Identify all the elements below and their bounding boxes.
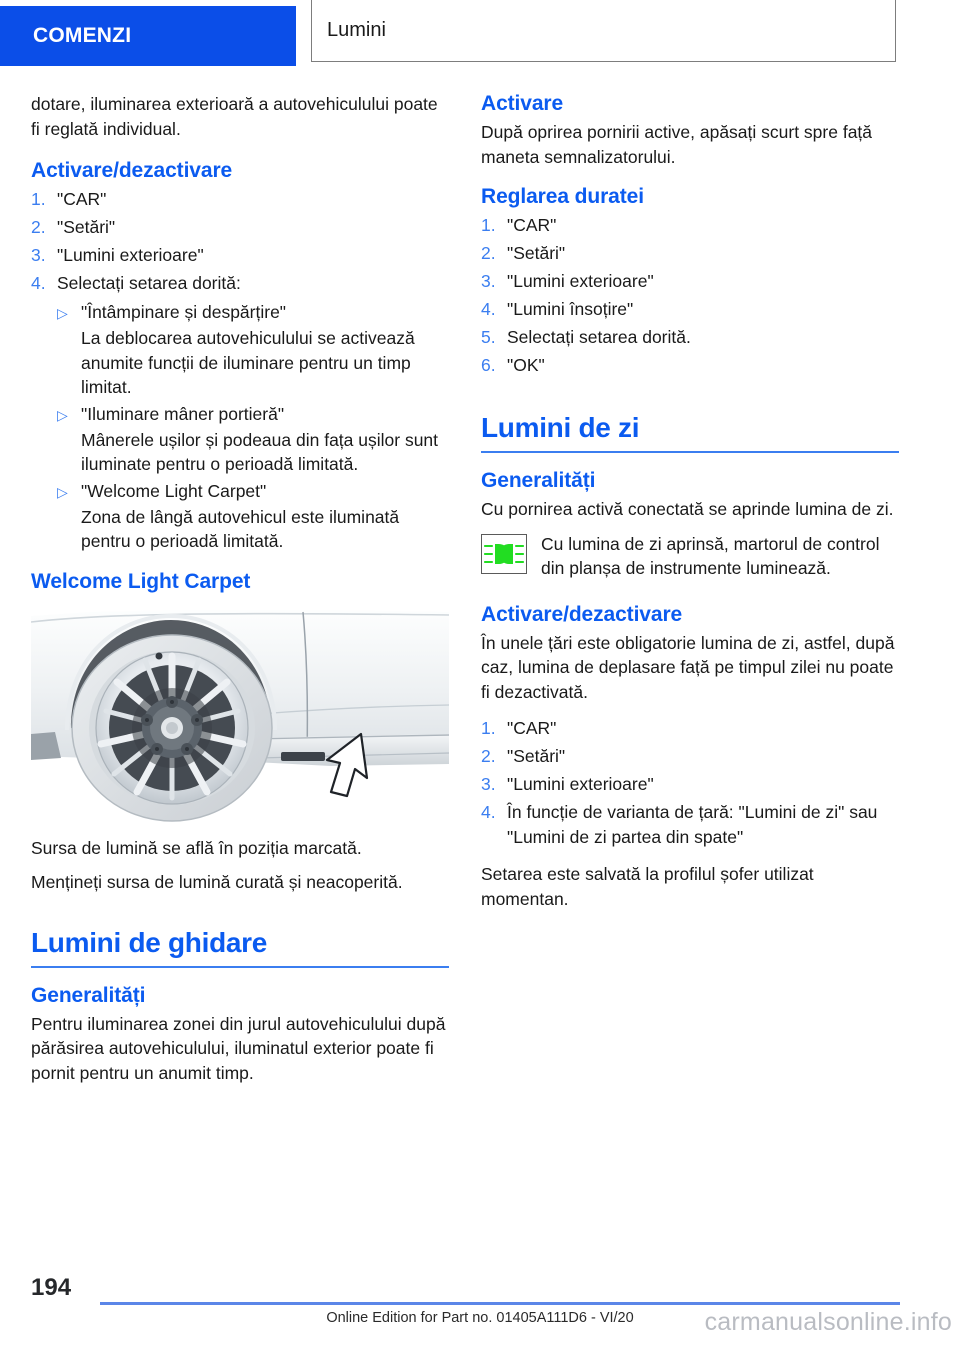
note-text: Cu lumina de zi aprinsă, martorul de control din planșa de instrumente luminează. [541,533,880,578]
steps-list [481,716,899,850]
chapter-tab-label: COMENZI [33,24,132,47]
step-number: 4. [31,273,46,293]
list-item [481,269,899,294]
chapter-title: Lumini de ghidare [31,927,449,968]
watermark: carmanualsonline.info [704,1308,952,1336]
section-heading: Activare/dezactivare [31,159,233,182]
sub-item-label: "Iluminare mâner portieră" [81,403,285,424]
section-heading: Welcome Light Carpet [31,569,251,593]
sub-item-label: "Întâmpinare și despărțire" [81,302,287,322]
footer-divider [100,1302,900,1305]
step-number: 2. [481,243,496,263]
step-number: 3. [481,774,496,794]
daytime-running-lights-icon [481,534,527,574]
chapter-lumini-de-ghidare [31,927,449,968]
triangle-bullet-icon: ▷ [57,305,68,321]
list-item [31,215,449,240]
closing-paragraph: Setarea este salvată la profilul șofer utilizat momentan. [481,864,814,909]
step-number: 6. [481,355,496,375]
step-number: 4. [481,299,496,319]
list-item [31,243,449,268]
step-text: Selectați setarea dorită. [507,327,691,347]
section-paragraph: Pentru iluminarea zonei din jurul autovehiculului după părăsirea autovehiculului, iluminatul exterior poate fi pornit pentru un anumit timp. [31,1013,446,1083]
sub-item-description: La deblocarea autovehiculului se activează anumite funcții de iluminare pentru un timp limitat. [81,328,415,397]
list-item [481,772,899,797]
section-heading: Activare/dezactivare [481,602,683,626]
section-heading: Activare [481,92,564,115]
step-text: "Lumini exterioare" [507,271,654,291]
sub-bullet-list [57,300,449,554]
step-text: "CAR" [57,189,107,209]
section-activare [481,92,899,169]
figure-caption-1: Sursa de lumină se află în poziția marcată. [31,837,362,858]
step-text: "Lumini exterioare" [57,245,204,265]
step-text: "Setări" [507,746,566,766]
step-number: 5. [481,327,496,347]
triangle-bullet-icon: ▷ [57,483,68,500]
section-heading: Generalități [481,469,596,492]
list-item [481,325,899,350]
section-welcome-light-carpet [31,570,449,895]
step-text: "Setări" [57,217,116,237]
list-item [481,744,899,769]
car-wheel-door-sill-figure [31,606,449,822]
step-text: "CAR" [507,718,557,738]
list-item [481,716,899,741]
sub-item-description: Zona de lângă autovehicul este iluminată pentru o perioadă limitată. [81,506,400,551]
step-number: 4. [481,802,496,822]
step-text: "CAR" [507,215,557,235]
section-paragraph: După oprirea pornirii active, apăsați scurt spre față maneta semnalizatorului. [481,122,873,167]
list-item [57,300,449,326]
list-item [481,353,899,378]
steps-list [481,213,899,378]
step-text: "Lumini însoțire" [507,299,634,319]
step-number: 3. [481,271,496,291]
chapter-lumini-de-zi [481,412,899,453]
section-heading: Reglarea duratei [481,185,644,208]
triangle-bullet-icon: ▷ [57,406,68,423]
page-title-label: Lumini [327,19,386,41]
page-title-tab[interactable] [311,0,896,62]
step-number: 1. [31,189,46,209]
page-header [0,0,960,66]
list-item [481,241,899,266]
step-number: 3. [31,245,46,265]
list-item [481,800,899,850]
steps-list [31,187,449,296]
section-activare-dezactivare [31,159,449,554]
content-columns [0,92,960,1252]
chapter-title: Lumini de zi [481,412,899,453]
sub-item-label: "Welcome Light Carpet" [81,480,267,501]
list-item [31,187,449,212]
section-activare-dezactivare-zi [481,603,899,912]
edition-note: Online Edition for Part no. 01405A111D6 - VI/20 [326,1310,634,1326]
list-item [57,402,449,428]
step-number: 2. [481,746,496,766]
section-reglarea-duratei [481,185,899,378]
list-item [57,479,449,505]
right-column [481,92,899,911]
intro-paragraph: dotare, iluminarea exterioară a autovehiculului poate fi reglată individual. [31,94,438,139]
section-generalitati-ghidare [31,984,449,1086]
page-number: 194 [31,1274,72,1301]
page-footer [0,1252,960,1362]
step-text: "Setări" [507,243,566,263]
step-text: Selectați setarea dorită: [57,273,241,293]
left-column [31,92,449,1085]
section-paragraph: Cu pornirea activă conectată se aprinde lumina de zi. [481,499,894,519]
step-number: 1. [481,718,496,738]
sub-item-description: Mânerele ușilor și podeaua din fața ușilor sunt iluminate pentru o perioadă limitată. [81,429,439,474]
step-text: În funcție de varianta de țară: "Lumini de zi" sau "Lumini de zi partea din spate" [507,802,878,847]
step-text: "Lumini exterioare" [507,774,654,794]
list-item [31,271,449,296]
chapter-tab[interactable] [0,6,296,66]
list-item [481,297,899,322]
step-number: 2. [31,217,46,237]
section-generalitati-zi [481,469,899,581]
section-heading: Generalități [31,983,146,1007]
section-paragraph: În unele țări este obligatorie lumina de zi, astfel, după caz, lumina de deplasare față pe timpul zilei nu poate fi dezactivată. [481,632,895,702]
step-text: "OK" [507,355,545,375]
list-item [481,213,899,238]
note-block [481,532,899,581]
step-number: 1. [481,215,496,235]
figure-caption-2: Mențineți sursa de lumină curată și neacoperită. [31,872,403,892]
